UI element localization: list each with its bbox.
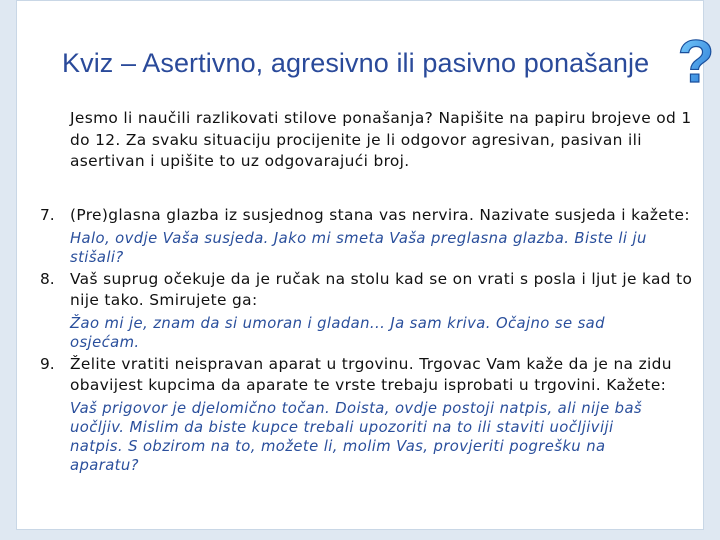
answer-line: Vaš prigovor je djelomično točan. Doista, ovdje postoji natpis, ali nije baš xyxy=(70,400,643,417)
slide-title: Kviz – Asertivno, agresivno ili pasivno ponašanje xyxy=(62,48,650,78)
question-line: nije tako. Smirujete ga: xyxy=(70,291,258,309)
item-number: 8. xyxy=(40,270,55,288)
question-line: Želite vratiti neispravan aparat u trgovinu. Trgovac Vam kaže da je na zidu xyxy=(70,355,672,373)
answer-line: stišali? xyxy=(70,249,124,266)
answer-line: Halo, ovdje Vaša susjeda. Jako mi smeta Vaša preglasna glazba. Biste li ju xyxy=(70,230,647,247)
question-text xyxy=(40,269,710,311)
question-line: (Pre)glasna glazba iz susjednog stana vas nervira. Nazivate susjeda i kažete: xyxy=(70,206,690,224)
answer-line: Žao mi je, znam da si umoran i gladan... Ja sam kriva. Očajno se sad xyxy=(70,315,605,332)
intro-line: Jesmo li naučili razlikovati stilove ponašanja? Napišite na papiru brojeve od 1 xyxy=(70,109,692,127)
question-line: obavijest kupcima da aparate te vrste trebaju isprobati u trgovini. Kažete: xyxy=(70,376,667,394)
question-text xyxy=(40,205,710,226)
quiz-item-7 xyxy=(40,205,710,267)
intro-line: asertivan i upišite to uz odgovarajući broj. xyxy=(70,152,410,170)
question-mark-icon xyxy=(672,30,720,90)
quiz-list xyxy=(40,205,710,477)
answer-text xyxy=(40,314,710,352)
question-line: Vaš suprug očekuje da je ručak na stolu kad se on vrati s posla i ljut je kad to xyxy=(70,270,693,288)
intro-line: do 12. Za svaku situaciju procijenite je li odgovor agresivan, pasivan ili xyxy=(70,130,642,149)
question-text xyxy=(40,354,710,396)
intro-paragraph xyxy=(70,108,710,173)
answer-text xyxy=(40,399,710,475)
quiz-item-8 xyxy=(40,269,710,352)
item-number: 7. xyxy=(40,206,55,224)
item-number: 9. xyxy=(40,355,55,373)
quiz-item-9 xyxy=(40,354,710,475)
answer-line: aparatu? xyxy=(70,457,139,474)
answer-line: natpis. S obzirom na to, možete li, molim Vas, provjeriti pogrešku na xyxy=(70,438,606,455)
answer-line: uočljiv. Mislim da biste kupce trebali upozoriti na to ili staviti uočljiviji xyxy=(70,419,614,436)
svg-text:?: ? xyxy=(677,30,715,90)
answer-text xyxy=(40,229,710,267)
answer-line: osjećam. xyxy=(70,334,140,351)
